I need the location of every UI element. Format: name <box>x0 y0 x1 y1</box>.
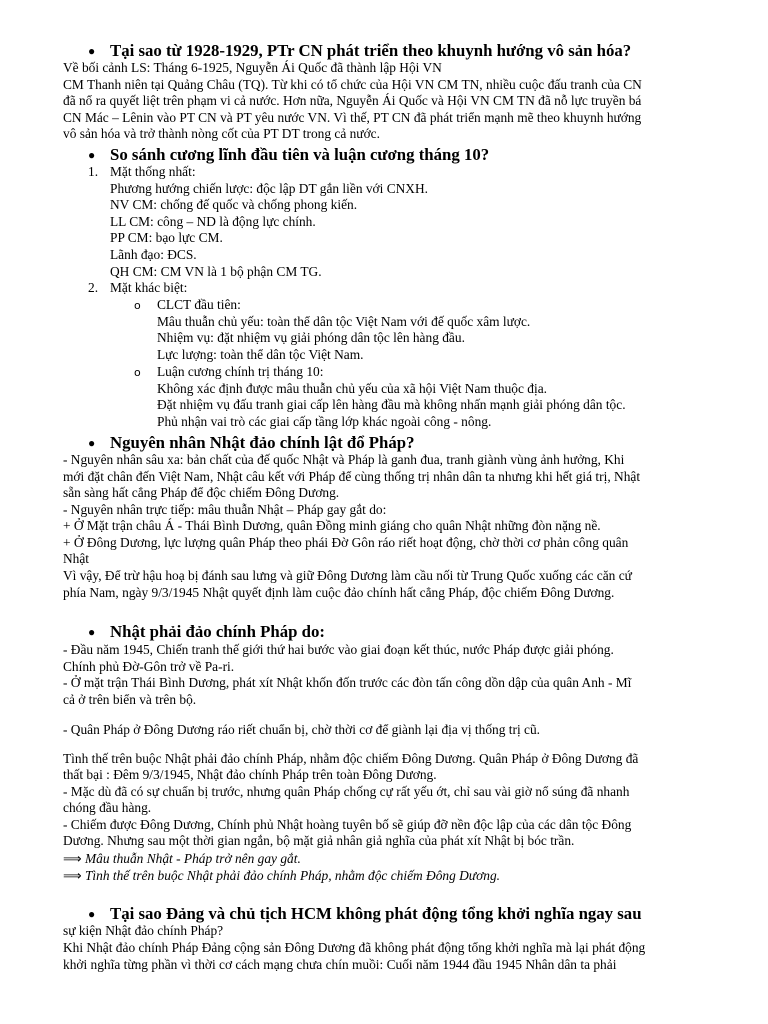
heading-text: Tại sao Đảng và chủ tịch HCM không phát động tổng khởi nghĩa ngay sau <box>110 904 642 923</box>
conclusion-line <box>63 851 301 869</box>
implies-arrow-icon: ⟹ <box>63 852 82 867</box>
list-item-line: Lãnh đạo: ĐCS. <box>110 247 197 262</box>
heading-text: Nhật phải đảo chính Pháp do: <box>110 622 325 641</box>
bullet-icon: ● <box>88 907 96 921</box>
circle-bullet-icon: o <box>134 299 141 312</box>
bullet-icon: ● <box>88 436 96 450</box>
bullet-icon: ● <box>88 44 96 58</box>
conclusion-line <box>63 868 500 886</box>
sub-item-line: Đặt nhiệm vụ đấu tranh giai cấp lên hàng đầu mà không nhấn mạnh giải phóng dân tộc. <box>157 397 626 412</box>
paragraph-line: CN Mác – Lênin vào PT CN và PT yêu nước VN. Vì thế, PT CN đã phát triển mạnh mẽ theo khuynh hướng <box>63 110 642 125</box>
paragraph-line: - Nguyên nhân sâu xa: bản chất của đế quốc Nhật và Pháp là ganh đua, tranh giành vùng ảnh hưởng, Khi <box>63 452 625 467</box>
paragraph-line: đã nổ ra quyết liệt trên phạm vi cả nước. Hơn nữa, Nguyễn Ái Quốc và Hội VN CM TN đã nỗ lực truyền bá <box>63 93 642 108</box>
paragraph-line: - Ở mặt trận Thái Bình Dương, phát xít Nhật khốn đốn trước các đòn tấn công dồn dập của quân Anh - Mĩ <box>63 675 632 690</box>
paragraph-line: Chính phủ Đờ-Gôn trở về Pa-ri. <box>63 659 235 674</box>
sub-item-line: Mâu thuẫn chủ yếu: toàn thể dân tộc Việt Nam với đế quốc xâm lược. <box>157 314 531 329</box>
paragraph-line: Khi Nhật đảo chính Pháp Đảng cộng sản Đông Dương đã không phát động tổng khởi nghĩa mà lại phát động <box>63 940 646 955</box>
sub-item-line: Phủ nhận vai trò các giai cấp tầng lớp khác ngoài công - nông. <box>157 414 492 429</box>
paragraph-line: chóng đầu hàng. <box>63 800 152 815</box>
paragraph-line: Về bối cảnh LS: Tháng 6-1925, Nguyễn Ái Quốc đã thành lập Hội VN <box>63 60 442 75</box>
paragraph-line: cả ở trên biển và trên bộ. <box>63 692 197 707</box>
paragraph-line: phía Nam, ngày 9/3/1945 Nhật quyết định làm cuộc đảo chính hất cẳng Pháp, độc chiếm Đông Dương. <box>63 585 615 600</box>
paragraph-line: Tình thế trên buộc Nhật phải đảo chính Pháp, nhằm độc chiếm Đông Dương. Quân Pháp ở Đông Dương đã <box>63 751 639 766</box>
list-item-line: LL CM: công – ND là động lực chính. <box>110 214 316 229</box>
list-item-title: Mặt khác biệt: <box>110 280 188 295</box>
bullet-icon: ● <box>88 148 96 162</box>
paragraph-line: vô sản hóa và trở thành nòng cốt của PT DT trong cả nước. <box>63 126 380 141</box>
paragraph-line: Vì vậy, Để trừ hậu hoạ bị đánh sau lưng và giữ Đông Dương làm cầu nối từ Trung Quốc xuống các căn cứ <box>63 568 632 583</box>
paragraph-line: - Nguyên nhân trực tiếp: mâu thuẫn Nhật – Pháp gay gắt do: <box>63 502 387 517</box>
paragraph-line: + Ở Mặt trận châu Á - Thái Bình Dương, quân Đồng minh giáng cho quân Nhật những đòn nặng nề. <box>63 518 601 533</box>
implies-arrow-icon: ⟹ <box>63 869 82 884</box>
bullet-icon: ● <box>88 625 96 639</box>
list-item-line: PP CM: bạo lực CM. <box>110 230 223 245</box>
paragraph-line: thất bại : Đêm 9/3/1945, Nhật đảo chính Pháp trên toàn Đông Dương. <box>63 767 437 782</box>
paragraph-line: khởi nghĩa từng phần vì thời cơ cách mạng chưa chín muồi: Cuối năm 1944 đầu 1945 Nhân dân ta phải <box>63 957 617 972</box>
paragraph-line: sự kiện Nhật đảo chính Pháp? <box>63 923 224 938</box>
paragraph-line: sẵn sàng hất cẳng Pháp để độc chiếm Đông Dương. <box>63 485 340 500</box>
sub-item-line: Lực lượng: toàn thể dân tộc Việt Nam. <box>157 347 364 362</box>
heading-text: Tại sao từ 1928-1929, PTr CN phát triển theo khuynh hướng vô sản hóa? <box>110 41 632 60</box>
paragraph-line: Nhật <box>63 551 90 566</box>
sub-item-title: CLCT đầu tiên: <box>157 297 241 312</box>
paragraph-line: - Mặc dù đã có sự chuẩn bị trước, nhưng quân Pháp chống cự rất yếu ớt, chỉ sau vài giờ nổ súng đã nhanh <box>63 784 630 799</box>
paragraph-line: + Ở Đông Dương, lực lượng quân Pháp theo phái Đờ Gôn ráo riết hoạt động, chờ thời cơ phản công quân <box>63 535 629 550</box>
paragraph-line: CM Thanh niên tại Quảng Châu (TQ). Từ khi có tổ chức của Hội VN CM TN, nhiều cuộc đấu tranh của CN <box>63 77 642 92</box>
conclusion-text: Tình thế trên buộc Nhật phải đảo chính Pháp, nhằm độc chiếm Đông Dương. <box>81 868 500 883</box>
list-number: 2. <box>88 280 99 295</box>
paragraph-line: - Quân Pháp ở Đông Dương ráo riết chuẩn bị, chờ thời cơ để giành lại địa vị thống trị cũ. <box>63 722 541 737</box>
sub-item-title: Luận cương chính trị tháng 10: <box>157 364 324 379</box>
paragraph-line: mới đặt chân đến Việt Nam, Nhật câu kết với Pháp để cùng thống trị nhân dân ta nhưng khi hết giá trị, Nhật <box>63 469 641 484</box>
circle-bullet-icon: o <box>134 366 141 379</box>
list-item-line: QH CM: CM VN là 1 bộ phận CM TG. <box>110 264 322 279</box>
list-item-line: NV CM: chống đế quốc và chống phong kiến. <box>110 197 358 212</box>
paragraph-line: - Đầu năm 1945, Chiến tranh thế giới thứ hai bước vào giai đoạn kết thúc, nước Pháp được giải phóng. <box>63 642 614 657</box>
heading-text: So sánh cương lĩnh đầu tiên và luận cương tháng 10? <box>110 145 490 164</box>
list-number: 1. <box>88 164 99 179</box>
list-item-title: Mặt thống nhất: <box>110 164 196 179</box>
conclusion-text: Mâu thuẫn Nhật - Pháp trở nên gay gắt. <box>81 851 301 866</box>
heading-text: Nguyên nhân Nhật đảo chính lật đổ Pháp? <box>110 433 415 452</box>
paragraph-line: Dương. Nhưng sau một thời gian ngắn, bộ mặt giả nhân giả nghĩa của phát xít Nhật bị bóc trần. <box>63 833 575 848</box>
list-item-line: Phương hướng chiến lược: độc lập DT gắn liền với CNXH. <box>110 181 428 196</box>
sub-item-line: Nhiệm vụ: đặt nhiệm vụ giải phóng dân tộc lên hàng đầu. <box>157 330 465 345</box>
sub-item-line: Không xác định được mâu thuẫn chủ yếu của xã hội Việt Nam thuộc địa. <box>157 381 547 396</box>
paragraph-line: - Chiếm được Đông Dương, Chính phủ Nhật hoàng tuyên bố sẽ giúp đỡ nền độc lập của các dân tộc Đông <box>63 817 632 832</box>
